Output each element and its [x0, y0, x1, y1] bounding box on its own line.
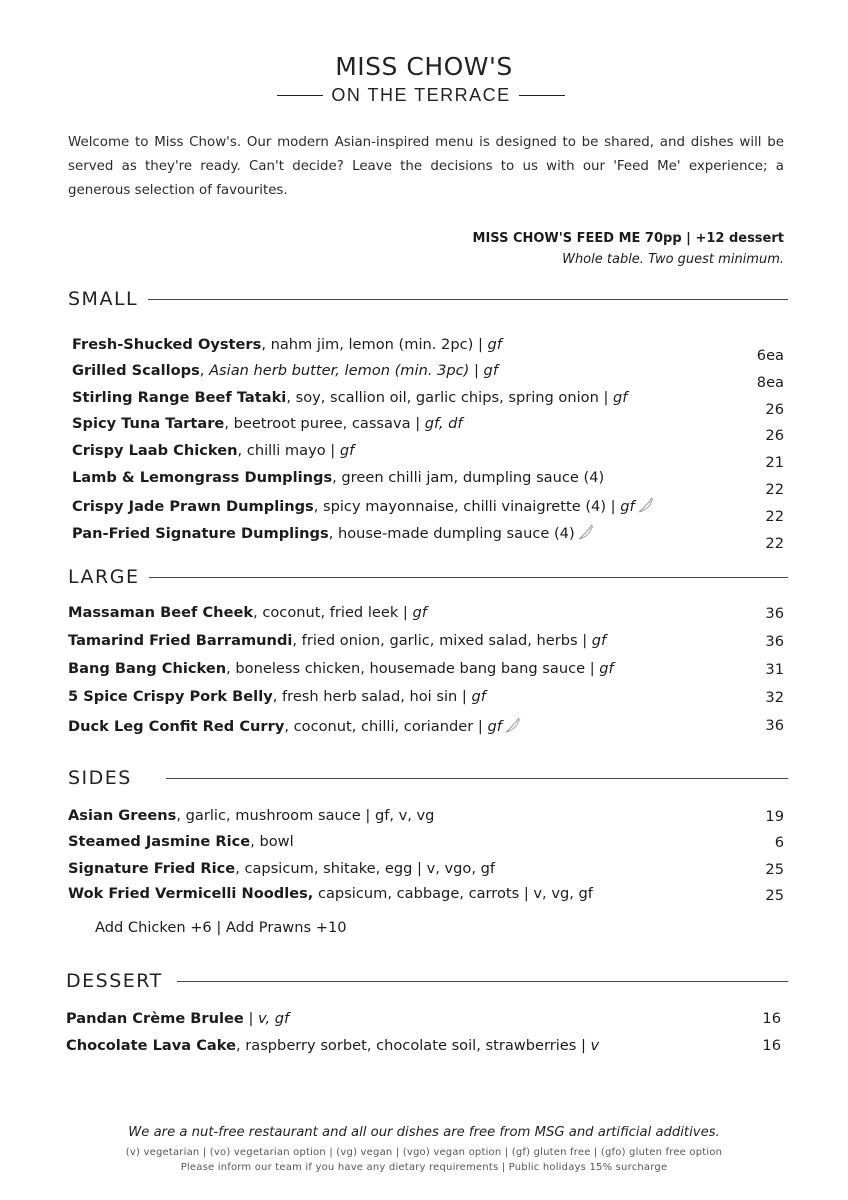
chilli-icon	[504, 716, 522, 734]
menu-item: Chocolate Lava Cake, raspberry sorbet, chocolate soil, strawberries | v	[66, 1037, 600, 1054]
menu-item: Pan-Fried Signature Dumplings, house-made dumpling sauce (4)	[72, 523, 595, 542]
item-name: Asian Greens	[68, 807, 177, 824]
restaurant-name: MISS CHOW'S	[335, 52, 513, 81]
item-name: Crispy Jade Prawn Dumplings	[72, 498, 314, 515]
item-name: Duck Leg Confit Red Curry	[68, 718, 285, 735]
subtitle-rule-left	[277, 95, 323, 96]
item-price: 36	[765, 717, 784, 734]
item-price: 26	[765, 401, 784, 418]
dietary-legend: (v) vegetarian | (vo) vegetarian option | (vg) vegan | (vgo) vegan option | (gf) gluten free | (gfo) gluten free option	[125, 1147, 723, 1158]
menu-item: Pandan Crème Brulee | v, gf	[66, 1010, 290, 1027]
item-price: 32	[765, 689, 784, 706]
menu-item: Grilled Scallops, Asian herb butter, lemon (min. 3pc) | gf	[72, 362, 498, 379]
item-price: 21	[765, 454, 784, 471]
section-title: LARGE	[68, 566, 140, 588]
section-title: SMALL	[68, 288, 139, 310]
feed-me-block	[473, 229, 784, 271]
item-name: Massaman Beef Cheek	[68, 604, 254, 621]
section-small-header	[68, 289, 788, 309]
item-name: Wok Fried Vermicelli Noodles,	[68, 885, 314, 902]
item-name: Stirling Range Beef Tataki	[72, 389, 287, 406]
menu-item: Crispy Jade Prawn Dumplings, spicy mayonnaise, chilli vinaigrette (4) | gf	[72, 496, 655, 515]
item-name: Chocolate Lava Cake	[66, 1037, 236, 1054]
menu-item: 5 Spice Crispy Pork Belly, fresh herb salad, hoi sin | gf	[68, 688, 486, 705]
nut-free-statement: We are a nut-free restaurant and all our dishes are free from MSG and artificial additives.	[128, 1125, 720, 1140]
menu-item: Bang Bang Chicken, boneless chicken, housemade bang bang sauce | gf	[68, 660, 614, 677]
section-title: SIDES	[68, 767, 132, 789]
item-price: 31	[765, 661, 784, 678]
item-name: Spicy Tuna Tartare	[72, 415, 225, 432]
subtitle-rule-right	[519, 95, 565, 96]
menu-item: Wok Fried Vermicelli Noodles, capsicum, cabbage, carrots | v, vg, gf	[68, 885, 593, 902]
menu-item: Duck Leg Confit Red Curry, coconut, chilli, coriander | gf	[68, 716, 522, 735]
item-price: 6ea	[756, 347, 784, 364]
item-name: Bang Bang Chicken	[68, 660, 227, 677]
item-name: Steamed Jasmine Rice	[68, 833, 251, 850]
item-price: 19	[765, 808, 784, 825]
item-price: 16	[762, 1010, 781, 1027]
item-price: 25	[765, 887, 784, 904]
menu-item: Crispy Laab Chicken, chilli mayo | gf	[72, 442, 355, 459]
menu-item: Asian Greens, garlic, mushroom sauce | gf, v, vg	[68, 807, 435, 824]
item-name: Tamarind Fried Barramundi	[68, 632, 293, 649]
menu-item: Massaman Beef Cheek, coconut, fried leek | gf	[68, 604, 427, 621]
item-name: Pan-Fried Signature Dumplings	[72, 525, 329, 542]
section-rule	[166, 778, 788, 779]
chilli-icon	[637, 496, 655, 514]
item-price: 22	[765, 535, 784, 552]
menu-item: Spicy Tuna Tartare, beetroot puree, cassava | gf, df	[72, 415, 463, 432]
section-dessert-header	[66, 971, 788, 991]
feed-me-note: Whole table. Two guest minimum.	[562, 252, 784, 267]
section-large-header	[68, 567, 788, 587]
item-name: 5 Spice Crispy Pork Belly	[68, 688, 273, 705]
restaurant-subtitle: ON THE TERRACE	[331, 84, 511, 105]
section-rule	[148, 299, 788, 300]
menu-item: Stirling Range Beef Tataki, soy, scallion oil, garlic chips, spring onion | gf	[72, 389, 628, 406]
item-name: Fresh-Shucked Oysters	[72, 336, 262, 353]
menu-item: Fresh-Shucked Oysters, nahm jim, lemon (min. 2pc) | gf	[72, 336, 502, 353]
section-title: DESSERT	[66, 970, 163, 992]
item-price: 25	[765, 861, 784, 878]
section-rule	[177, 981, 788, 982]
intro-paragraph: Welcome to Miss Chow's. Our modern Asian-inspired menu is designed to be shared, and dishes will be served as they're ready. Can't decide? Leave the decisions to us with our 'Feed Me' experience; a generous selection of favourites.	[68, 135, 784, 198]
menu-item: Signature Fried Rice, capsicum, shitake, egg | v, vgo, gf	[68, 860, 496, 877]
item-price: 8ea	[756, 374, 784, 391]
item-name: Pandan Crème Brulee	[66, 1010, 244, 1027]
item-name: Signature Fried Rice	[68, 860, 236, 877]
item-price: 36	[765, 633, 784, 650]
item-name: Lamb & Lemongrass Dumplings	[72, 469, 333, 486]
section-rule	[149, 577, 788, 578]
chilli-icon	[577, 523, 595, 541]
section-sides-header	[68, 768, 788, 788]
item-name: Grilled Scallops	[72, 362, 200, 379]
item-price: 36	[765, 605, 784, 622]
item-price: 22	[765, 481, 784, 498]
item-price: 22	[765, 508, 784, 525]
item-price: 6	[774, 834, 784, 851]
subtitle-row	[277, 84, 565, 106]
item-name: Crispy Laab Chicken	[72, 442, 238, 459]
menu-item: Lamb & Lemongrass Dumplings, green chilli jam, dumpling sauce (4)	[72, 469, 605, 486]
menu-item: Steamed Jasmine Rice, bowl	[68, 833, 294, 850]
item-price: 16	[762, 1037, 781, 1054]
item-price: 26	[765, 427, 784, 444]
feed-me-title: MISS CHOW'S FEED ME 70pp | +12 dessert	[472, 231, 784, 246]
menu-item: Tamarind Fried Barramundi, fried onion, garlic, mixed salad, herbs | gf	[68, 632, 607, 649]
sides-addon-note: Add Chicken +6 | Add Prawns +10	[95, 919, 347, 936]
dietary-note: Please inform our team if you have any dietary requirements | Public holidays 15% surcharge	[180, 1162, 668, 1173]
